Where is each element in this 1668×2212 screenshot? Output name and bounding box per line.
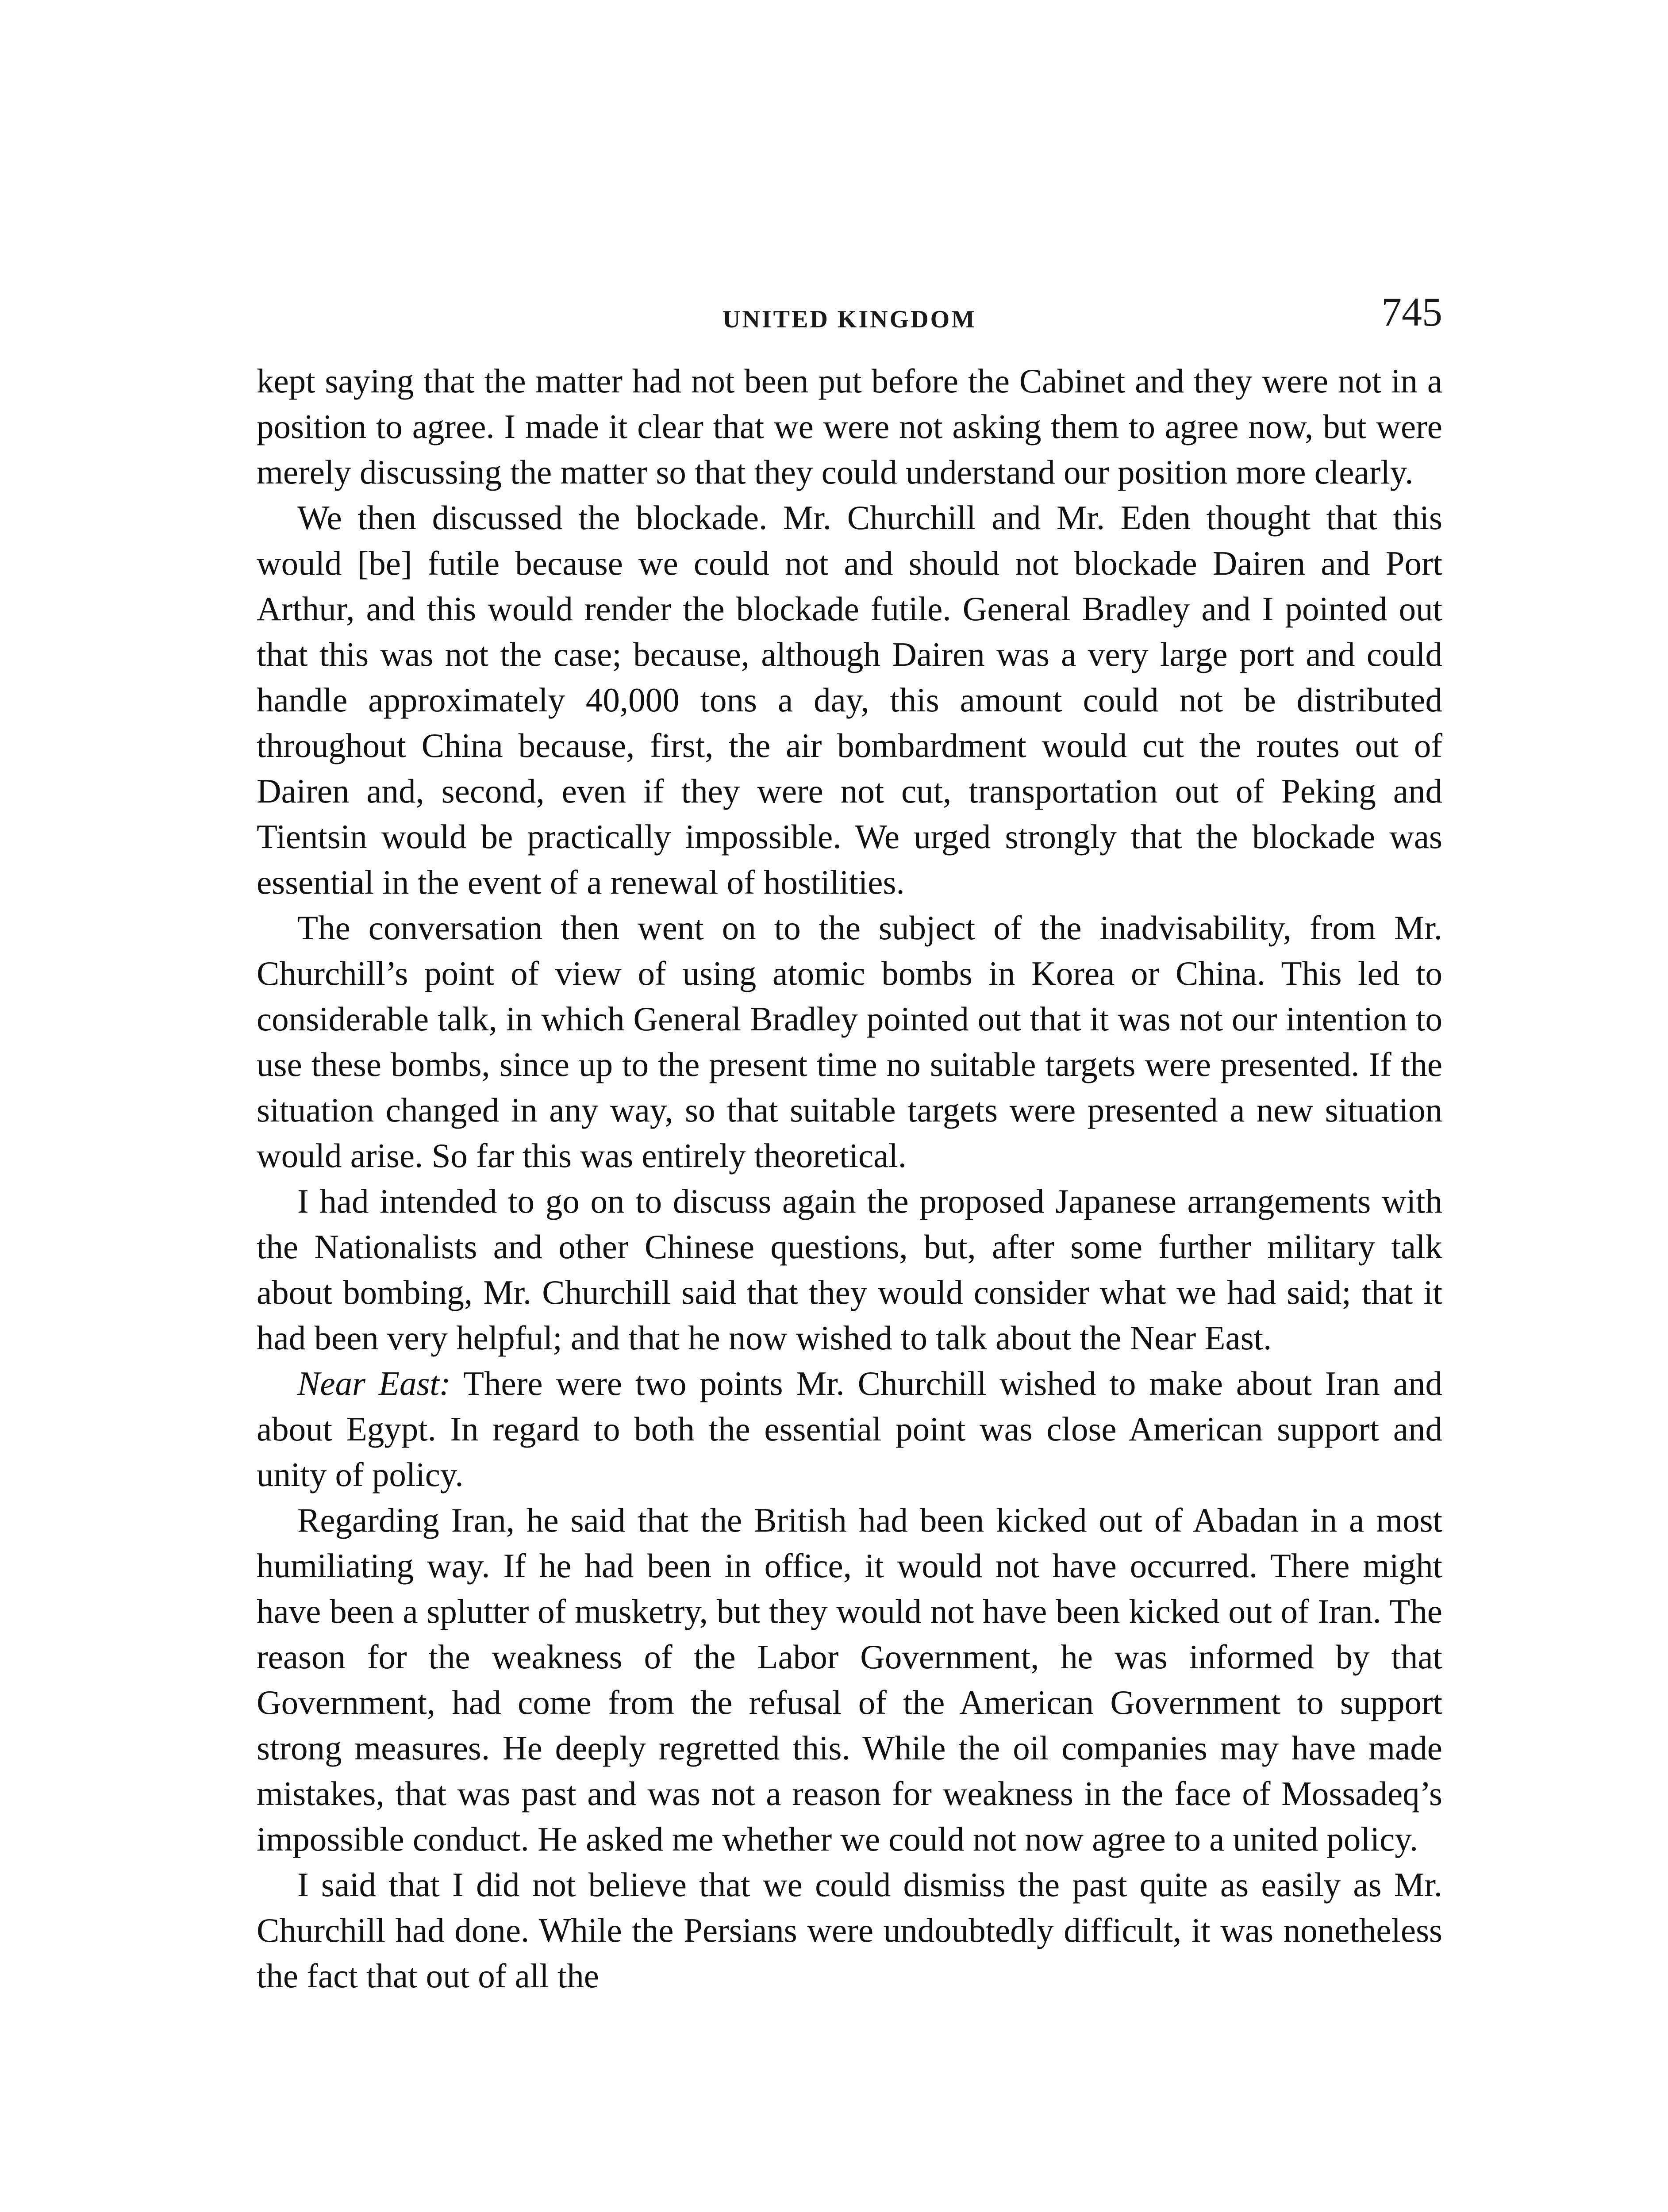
paragraph-6-text: Regarding Iran, he said that the British had been kicked out of Abadan in a most humiliating way. If he had been in office, it would not have occurred. There might have been a splutter of musketry, but they would not have been kicked out of Iran. The reason for the weakness of the Labor Government, he was informed by that Government, had come from the refusal of the American Government to support strong measures. He deeply regretted this. While the oil companies may have made mistakes, that was past and was not a reason for weakness in the face of Mossadeq’s impossible conduct. He asked me whether we could not now agree to a united policy. [257, 1501, 1442, 1858]
paragraph-5-text: There were two points Mr. Churchill wished to make about Iran and about Egypt. In regard to both the essential point was close American support and unity of policy. [257, 1364, 1442, 1494]
document-page [257, 283, 1442, 2212]
body-text [257, 358, 1442, 1999]
running-head: UNITED KINGDOM [722, 306, 977, 333]
paragraph-7 [257, 1862, 1442, 1999]
paragraph-2-text: We then discussed the blockade. Mr. Churchill and Mr. Eden thought that this would [be] futile because we could not and should not blockade Dairen and Port Arthur, and this would render the blockade futile. General Bradley and I pointed out that this was not the case; because, although Dairen was a very large port and could handle approximately 40,000 tons a day, this amount could not be distributed throughout China because, first, the air bombardment would cut the routes out of Dairen and, second, even if they were not cut, transportation out of Peking and Tientsin would be practically impossible. We urged strongly that the blockade was essential in the event of a renewal of hostilities. [257, 499, 1442, 901]
paragraph-5 [257, 1361, 1442, 1498]
paragraph-1 [257, 358, 1442, 495]
page-header [257, 283, 1442, 354]
paragraph-4-text: I had intended to go on to discuss again the proposed Japanese arrangements with the Nationalists and other Chinese questions, but, after some further military talk about bombing, Mr. Churchill said that they would consider what we had said; that it had been very helpful; and that he now wished to talk about the Near East. [257, 1182, 1442, 1357]
paragraph-7-text: I said that I did not believe that we could dismiss the past quite as easily as Mr. Churchill had done. While the Persians were undoubtedly difficult, it was nonetheless the fact that out of all the [257, 1866, 1442, 1995]
paragraph-3-text: The conversation then went on to the subject of the inadvisability, from Mr. Churchill’s point of view of using atomic bombs in Korea or China. This led to considerable talk, in which General Bradley pointed out that it was not our intention to use these bombs, since up to the present time no suitable targets were presented. If the situation changed in any way, so that suitable targets were presented a new situation would arise. So far this was entirely theoretical. [257, 909, 1442, 1175]
paragraph-3 [257, 905, 1442, 1179]
paragraph-2 [257, 495, 1442, 905]
paragraph-5-lead: Near East: [297, 1364, 451, 1402]
paragraph-4 [257, 1179, 1442, 1361]
page-number: 745 [1381, 289, 1442, 334]
paragraph-1-text: kept saying that the matter had not been put before the Cabinet and they were not in a position to agree. I made it clear that we were not asking them to agree now, but were merely discussing the matter so that they could understand our position more clearly. [257, 362, 1442, 491]
paragraph-6 [257, 1498, 1442, 1862]
